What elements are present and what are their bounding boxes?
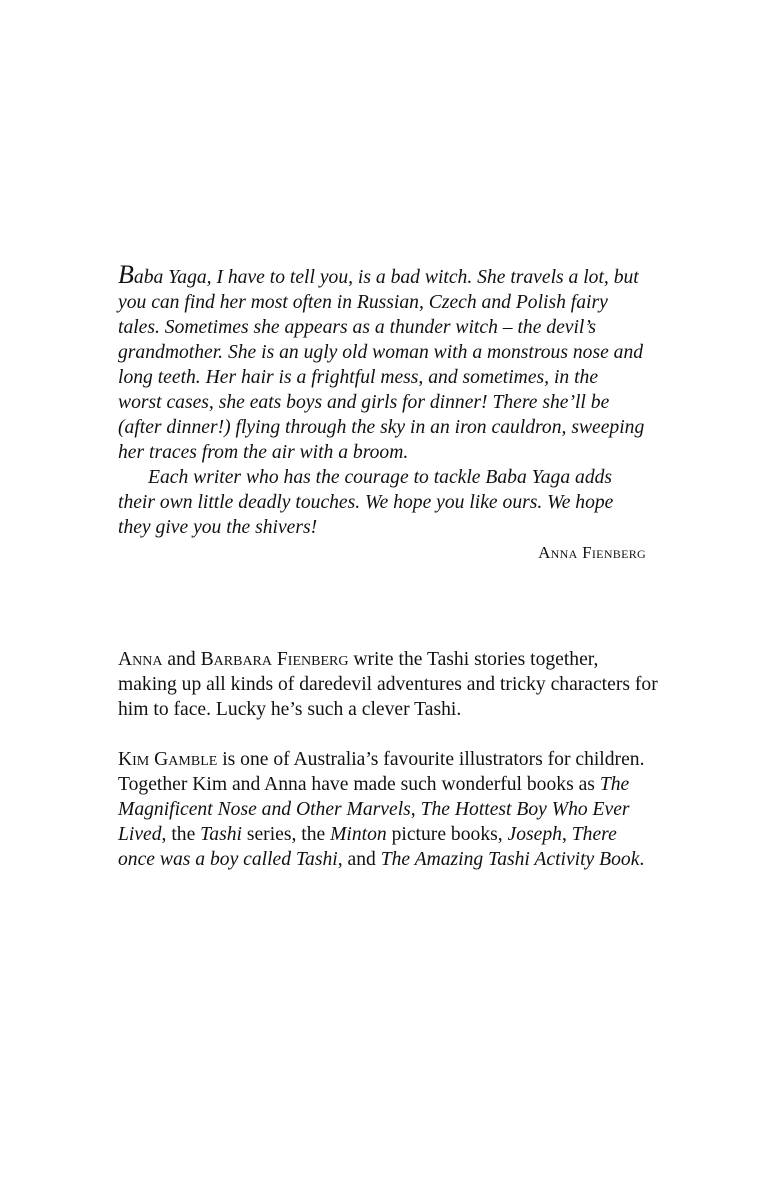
separator: ,	[561, 824, 567, 845]
intro-paragraph-1-text: aba Yaga, I have to tell you, is a bad witch. She travels a lot, but you can find her most often in Russian, Czech and Polish fairy tales. Sometimes she appears as a thunder witch – the devil’s grandmother. She is an ugly old woman with a monstrous nose and long teeth. Her hair is a frightful mess, and sometimes, in the worst cases, she eats boys and girls for dinner! There she’ll be (after dinner!) flying through the sky in an iron cauldron, sweeping her traces from the air with a broom.	[118, 267, 645, 463]
introduction-section	[118, 262, 646, 565]
bio-illustrator-text-d: picture books,	[391, 824, 503, 845]
separator: ,	[410, 799, 416, 820]
intro-paragraph-2: Each writer who has the courage to tackle Baba Yaga adds their own little deadly touches. We hope you like ours. We hope they give you the shivers!	[118, 467, 614, 538]
bio-authors-text: write the Tashi stories together, making up all kinds of daredevil adventures and tricky characters for him to face. Lucky he’s such a clever Tashi.	[118, 649, 658, 720]
book-title-activity-book: The Amazing Tashi Activity Book	[380, 849, 640, 870]
intro-paragraph-1	[118, 262, 646, 465]
bio-illustrator-text-e: , and	[337, 849, 376, 870]
intro-signature: Anna Fienberg	[538, 543, 646, 562]
book-title-boy-called-tashi: There once was a boy called Tashi	[118, 824, 617, 870]
bio-conjunction: and	[167, 649, 196, 670]
illustrator-name: Kim Gamble	[118, 749, 218, 770]
biographies-section	[118, 647, 658, 872]
book-title-magnificent-nose: The Magnificent Nose and Other Marvels	[118, 774, 630, 820]
drop-cap: B	[118, 260, 134, 289]
bio-illustrator-text-a: is one of Australia’s favourite illustrators for children. Together Kim and Anna have made such wonderful books as	[118, 749, 645, 795]
bio-illustrator-text-b: , the	[161, 824, 196, 845]
book-title-hottest-boy: The Hottest Boy Who Ever Lived	[118, 799, 630, 845]
book-title-joseph: Joseph	[507, 824, 562, 845]
book-title-minton: Minton	[330, 824, 387, 845]
book-title-tashi: Tashi	[200, 824, 242, 845]
author-name-barbara: Barbara Fienberg	[200, 649, 349, 670]
bio-authors	[118, 647, 658, 722]
sentence-end: .	[639, 849, 645, 870]
bio-illustrator-text-c: series, the	[246, 824, 326, 845]
author-name-anna: Anna	[118, 649, 163, 670]
bio-illustrator	[118, 747, 658, 872]
